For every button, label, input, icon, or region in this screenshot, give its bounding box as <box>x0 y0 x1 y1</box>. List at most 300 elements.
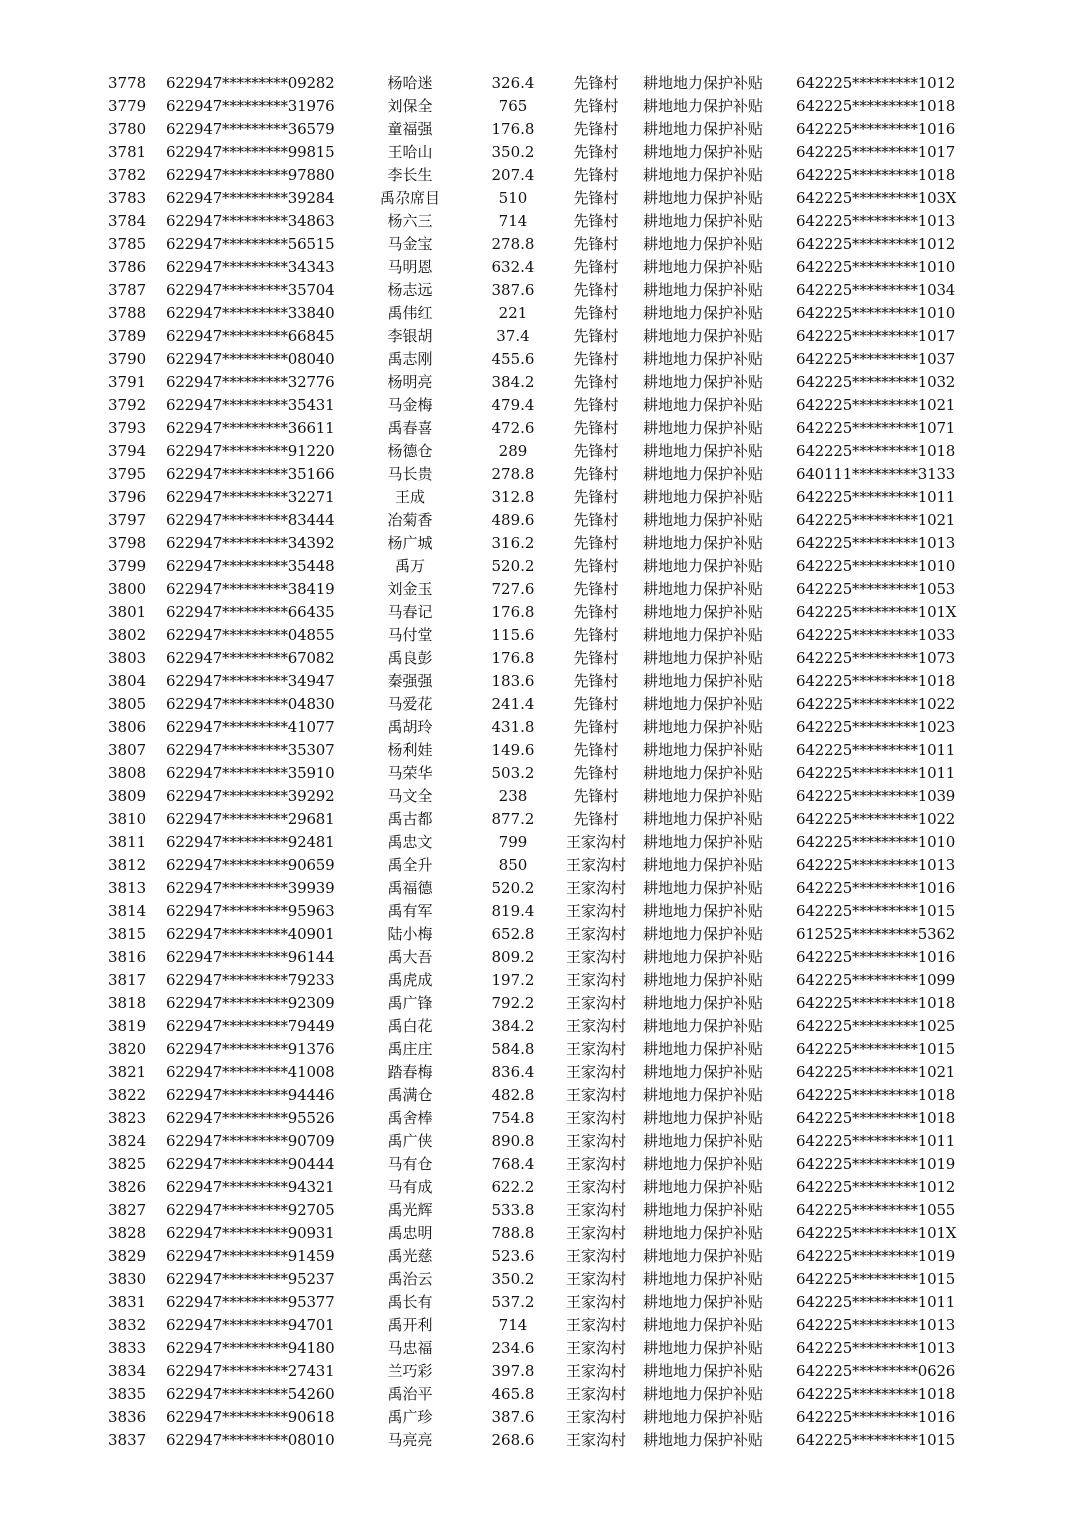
recipient-name-cell: 马有仓 <box>387 1155 433 1173</box>
subsidy-type-cell: 耕地地力保护补贴 <box>643 810 764 828</box>
recipient-name-cell: 马荣华 <box>387 764 433 782</box>
id-number-cell: 642225*********1019 <box>796 1155 956 1173</box>
table-row <box>0 1383 1074 1406</box>
row-number-cell: 3819 <box>108 1017 147 1035</box>
recipient-name-cell: 踏春梅 <box>387 1063 433 1081</box>
id-number-cell: 642225*********1013 <box>796 1316 956 1334</box>
amount-cell: 312.8 <box>491 488 535 506</box>
table-row <box>0 348 1074 371</box>
id-number-cell: 642225*********1010 <box>796 833 956 851</box>
account-number-cell: 622947*********96144 <box>166 948 335 966</box>
account-number-cell: 622947*********34392 <box>166 534 335 552</box>
amount-cell: 387.6 <box>491 281 535 299</box>
recipient-name-cell: 禹春喜 <box>387 419 433 437</box>
id-number-cell: 642225*********1015 <box>796 902 956 920</box>
subsidy-type-cell: 耕地地力保护补贴 <box>643 741 764 759</box>
id-number-cell: 642225*********1012 <box>796 74 956 92</box>
amount-cell: 289 <box>498 442 528 460</box>
recipient-name-cell: 禹大吾 <box>387 948 433 966</box>
village-cell: 王家沟村 <box>565 1132 626 1150</box>
id-number-cell: 642225*********1018 <box>796 442 956 460</box>
subsidy-type-cell: 耕地地力保护补贴 <box>643 649 764 667</box>
row-number-cell: 3825 <box>108 1155 147 1173</box>
table-row <box>0 371 1074 394</box>
row-number-cell: 3803 <box>108 649 147 667</box>
table-row <box>0 440 1074 463</box>
id-number-cell: 642225*********1013 <box>796 212 956 230</box>
row-number-cell: 3824 <box>108 1132 147 1150</box>
subsidy-type-cell: 耕地地力保护补贴 <box>643 879 764 897</box>
amount-cell: 652.8 <box>491 925 535 943</box>
amount-cell: 176.8 <box>491 649 535 667</box>
amount-cell: 890.8 <box>491 1132 535 1150</box>
subsidy-type-cell: 耕地地力保护补贴 <box>643 212 764 230</box>
row-number-cell: 3820 <box>108 1040 147 1058</box>
village-cell: 先锋村 <box>573 419 619 437</box>
id-number-cell: 642225*********1013 <box>796 534 956 552</box>
id-number-cell: 642225*********1055 <box>796 1201 956 1219</box>
id-number-cell: 642225*********1021 <box>796 1063 956 1081</box>
account-number-cell: 622947*********90709 <box>166 1132 335 1150</box>
amount-cell: 520.2 <box>491 879 535 897</box>
table-row <box>0 1360 1074 1383</box>
recipient-name-cell: 杨德仓 <box>387 442 433 460</box>
subsidy-type-cell: 耕地地力保护补贴 <box>643 1132 764 1150</box>
village-cell: 先锋村 <box>573 718 619 736</box>
id-number-cell: 642225*********1016 <box>796 1408 956 1426</box>
table-row <box>0 1268 1074 1291</box>
id-number-cell: 642225*********1022 <box>796 810 956 828</box>
subsidy-type-cell: 耕地地力保护补贴 <box>643 97 764 115</box>
amount-cell: 472.6 <box>491 419 535 437</box>
account-number-cell: 622947*********36611 <box>166 419 335 437</box>
village-cell: 先锋村 <box>573 649 619 667</box>
recipient-name-cell: 禹良彭 <box>387 649 433 667</box>
table-row <box>0 578 1074 601</box>
amount-cell: 792.2 <box>491 994 535 1012</box>
row-number-cell: 3812 <box>108 856 147 874</box>
id-number-cell: 642225*********1011 <box>796 1293 956 1311</box>
subsidy-type-cell: 耕地地力保护补贴 <box>643 1040 764 1058</box>
subsidy-type-cell: 耕地地力保护补贴 <box>643 1017 764 1035</box>
subsidy-type-cell: 耕地地力保护补贴 <box>643 1224 764 1242</box>
recipient-name-cell: 李银胡 <box>387 327 433 345</box>
village-cell: 先锋村 <box>573 235 619 253</box>
amount-cell: 455.6 <box>491 350 535 368</box>
row-number-cell: 3836 <box>108 1408 147 1426</box>
village-cell: 先锋村 <box>573 212 619 230</box>
id-number-cell: 642225*********1016 <box>796 879 956 897</box>
row-number-cell: 3796 <box>108 488 147 506</box>
table-row <box>0 1245 1074 1268</box>
subsidy-type-cell: 耕地地力保护补贴 <box>643 350 764 368</box>
subsidy-type-cell: 耕地地力保护补贴 <box>643 925 764 943</box>
amount-cell: 632.4 <box>491 258 535 276</box>
subsidy-type-cell: 耕地地力保护补贴 <box>643 1385 764 1403</box>
id-number-cell: 642225*********1073 <box>796 649 956 667</box>
row-number-cell: 3810 <box>108 810 147 828</box>
amount-cell: 316.2 <box>491 534 535 552</box>
id-number-cell: 642225*********1071 <box>796 419 956 437</box>
account-number-cell: 622947*********39292 <box>166 787 335 805</box>
table-row <box>0 187 1074 210</box>
account-number-cell: 622947*********97880 <box>166 166 335 184</box>
id-number-cell: 642225*********1013 <box>796 856 956 874</box>
village-cell: 王家沟村 <box>565 833 626 851</box>
table-row <box>0 256 1074 279</box>
account-number-cell: 622947*********35307 <box>166 741 335 759</box>
recipient-name-cell: 兰巧彩 <box>387 1362 433 1380</box>
amount-cell: 387.6 <box>491 1408 535 1426</box>
id-number-cell: 612525*********5362 <box>796 925 956 943</box>
amount-cell: 465.8 <box>491 1385 535 1403</box>
village-cell: 先锋村 <box>573 74 619 92</box>
row-number-cell: 3801 <box>108 603 147 621</box>
recipient-name-cell: 禹光慈 <box>387 1247 433 1265</box>
id-number-cell: 642225*********1012 <box>796 1178 956 1196</box>
id-number-cell: 642225*********1099 <box>796 971 956 989</box>
village-cell: 先锋村 <box>573 373 619 391</box>
account-number-cell: 622947*********91220 <box>166 442 335 460</box>
village-cell: 王家沟村 <box>565 1362 626 1380</box>
row-number-cell: 3800 <box>108 580 147 598</box>
amount-cell: 176.8 <box>491 120 535 138</box>
row-number-cell: 3795 <box>108 465 147 483</box>
recipient-name-cell: 禹有军 <box>387 902 433 920</box>
village-cell: 王家沟村 <box>565 994 626 1012</box>
subsidy-type-cell: 耕地地力保护补贴 <box>643 1247 764 1265</box>
amount-cell: 482.8 <box>491 1086 535 1104</box>
amount-cell: 819.4 <box>491 902 535 920</box>
table-row <box>0 1222 1074 1245</box>
table-row <box>0 233 1074 256</box>
table-row <box>0 716 1074 739</box>
account-number-cell: 622947*********34947 <box>166 672 335 690</box>
table-row <box>0 808 1074 831</box>
table-row <box>0 1199 1074 1222</box>
recipient-name-cell: 禹白花 <box>387 1017 433 1035</box>
id-number-cell: 642225*********1053 <box>796 580 956 598</box>
recipient-name-cell: 禹伟红 <box>387 304 433 322</box>
amount-cell: 241.4 <box>491 695 535 713</box>
amount-cell: 510 <box>498 189 528 207</box>
account-number-cell: 622947*********31976 <box>166 97 335 115</box>
village-cell: 王家沟村 <box>565 1316 626 1334</box>
row-number-cell: 3786 <box>108 258 147 276</box>
recipient-name-cell: 禹忠文 <box>387 833 433 851</box>
subsidy-type-cell: 耕地地力保护补贴 <box>643 1293 764 1311</box>
account-number-cell: 622947*********36579 <box>166 120 335 138</box>
recipient-name-cell: 杨广城 <box>387 534 433 552</box>
table-row <box>0 923 1074 946</box>
village-cell: 王家沟村 <box>565 879 626 897</box>
table-row <box>0 1176 1074 1199</box>
subsidy-type-cell: 耕地地力保护补贴 <box>643 373 764 391</box>
table-row <box>0 1314 1074 1337</box>
amount-cell: 326.4 <box>491 74 535 92</box>
recipient-name-cell: 禹广侠 <box>387 1132 433 1150</box>
table-row <box>0 509 1074 532</box>
account-number-cell: 622947*********83444 <box>166 511 335 529</box>
village-cell: 王家沟村 <box>565 1017 626 1035</box>
row-number-cell: 3798 <box>108 534 147 552</box>
table-row <box>0 762 1074 785</box>
account-number-cell: 622947*********91459 <box>166 1247 335 1265</box>
row-number-cell: 3781 <box>108 143 147 161</box>
row-number-cell: 3817 <box>108 971 147 989</box>
row-number-cell: 3783 <box>108 189 147 207</box>
row-number-cell: 3831 <box>108 1293 147 1311</box>
account-number-cell: 622947*********95377 <box>166 1293 335 1311</box>
subsidy-type-cell: 耕地地力保护补贴 <box>643 488 764 506</box>
village-cell: 王家沟村 <box>565 1086 626 1104</box>
village-cell: 王家沟村 <box>565 1063 626 1081</box>
recipient-name-cell: 陆小梅 <box>387 925 433 943</box>
id-number-cell: 642225*********1018 <box>796 1109 956 1127</box>
subsidy-type-cell: 耕地地力保护补贴 <box>643 534 764 552</box>
recipient-name-cell: 马忠福 <box>387 1339 433 1357</box>
table-row <box>0 302 1074 325</box>
id-number-cell: 642225*********1037 <box>796 350 956 368</box>
subsidy-type-cell: 耕地地力保护补贴 <box>643 1201 764 1219</box>
id-number-cell: 642225*********1012 <box>796 235 956 253</box>
recipient-name-cell: 王哈山 <box>387 143 433 161</box>
account-number-cell: 622947*********94180 <box>166 1339 335 1357</box>
account-number-cell: 622947*********90618 <box>166 1408 335 1426</box>
village-cell: 王家沟村 <box>565 925 626 943</box>
table-row <box>0 1429 1074 1452</box>
amount-cell: 768.4 <box>491 1155 535 1173</box>
subsidy-type-cell: 耕地地力保护补贴 <box>643 166 764 184</box>
row-number-cell: 3807 <box>108 741 147 759</box>
village-cell: 王家沟村 <box>565 1247 626 1265</box>
subsidy-type-cell: 耕地地力保护补贴 <box>643 258 764 276</box>
account-number-cell: 622947*********32271 <box>166 488 335 506</box>
table-row <box>0 1038 1074 1061</box>
row-number-cell: 3791 <box>108 373 147 391</box>
recipient-name-cell: 李长生 <box>387 166 433 184</box>
village-cell: 先锋村 <box>573 465 619 483</box>
recipient-name-cell: 禹虎成 <box>387 971 433 989</box>
id-number-cell: 642225*********1015 <box>796 1040 956 1058</box>
id-number-cell: 642225*********1017 <box>796 327 956 345</box>
table-row <box>0 946 1074 969</box>
recipient-name-cell: 禹广锋 <box>387 994 433 1012</box>
subsidy-type-cell: 耕地地力保护补贴 <box>643 235 764 253</box>
id-number-cell: 642225*********1018 <box>796 97 956 115</box>
table-row <box>0 854 1074 877</box>
recipient-name-cell: 禹长有 <box>387 1293 433 1311</box>
subsidy-type-cell: 耕地地力保护补贴 <box>643 994 764 1012</box>
id-number-cell: 642225*********1010 <box>796 258 956 276</box>
table-row <box>0 831 1074 854</box>
row-number-cell: 3797 <box>108 511 147 529</box>
table-row <box>0 486 1074 509</box>
village-cell: 王家沟村 <box>565 1201 626 1219</box>
account-number-cell: 622947*********34343 <box>166 258 335 276</box>
row-number-cell: 3818 <box>108 994 147 1012</box>
id-number-cell: 642225*********1013 <box>796 1339 956 1357</box>
village-cell: 先锋村 <box>573 672 619 690</box>
village-cell: 先锋村 <box>573 741 619 759</box>
subsidy-type-cell: 耕地地力保护补贴 <box>643 1178 764 1196</box>
row-number-cell: 3778 <box>108 74 147 92</box>
id-number-cell: 642225*********103X <box>796 189 957 207</box>
row-number-cell: 3827 <box>108 1201 147 1219</box>
recipient-name-cell: 秦强强 <box>387 672 433 690</box>
village-cell: 先锋村 <box>573 695 619 713</box>
row-number-cell: 3779 <box>108 97 147 115</box>
subsidy-type-cell: 耕地地力保护补贴 <box>643 120 764 138</box>
subsidy-type-cell: 耕地地力保护补贴 <box>643 281 764 299</box>
amount-cell: 533.8 <box>491 1201 535 1219</box>
id-number-cell: 642225*********1010 <box>796 557 956 575</box>
subsidy-type-cell: 耕地地力保护补贴 <box>643 695 764 713</box>
recipient-name-cell: 禹万 <box>394 557 425 575</box>
table-row <box>0 394 1074 417</box>
id-number-cell: 642225*********1011 <box>796 488 956 506</box>
table-row <box>0 739 1074 762</box>
village-cell: 先锋村 <box>573 764 619 782</box>
amount-cell: 622.2 <box>491 1178 535 1196</box>
account-number-cell: 622947*********94701 <box>166 1316 335 1334</box>
village-cell: 王家沟村 <box>565 856 626 874</box>
subsidy-type-cell: 耕地地力保护补贴 <box>643 603 764 621</box>
row-number-cell: 3816 <box>108 948 147 966</box>
row-number-cell: 3784 <box>108 212 147 230</box>
id-number-cell: 642225*********1021 <box>796 396 956 414</box>
row-number-cell: 3832 <box>108 1316 147 1334</box>
account-number-cell: 622947*********29681 <box>166 810 335 828</box>
recipient-name-cell: 杨利娃 <box>387 741 433 759</box>
recipient-name-cell: 禹光辉 <box>387 1201 433 1219</box>
recipient-name-cell: 禹全升 <box>387 856 433 874</box>
recipient-name-cell: 马春记 <box>387 603 433 621</box>
recipient-name-cell: 禹广珍 <box>387 1408 433 1426</box>
row-number-cell: 3828 <box>108 1224 147 1242</box>
account-number-cell: 622947*********40901 <box>166 925 335 943</box>
account-number-cell: 622947*********41077 <box>166 718 335 736</box>
subsidy-type-cell: 耕地地力保护补贴 <box>643 143 764 161</box>
table-row <box>0 417 1074 440</box>
subsidy-type-cell: 耕地地力保护补贴 <box>643 396 764 414</box>
recipient-name-cell: 冶菊香 <box>387 511 433 529</box>
amount-cell: 537.2 <box>491 1293 535 1311</box>
subsidy-type-cell: 耕地地力保护补贴 <box>643 580 764 598</box>
subsidy-type-cell: 耕地地力保护补贴 <box>643 764 764 782</box>
amount-cell: 489.6 <box>491 511 535 529</box>
id-number-cell: 642225*********1025 <box>796 1017 956 1035</box>
amount-cell: 584.8 <box>491 1040 535 1058</box>
amount-cell: 197.2 <box>491 971 535 989</box>
row-number-cell: 3785 <box>108 235 147 253</box>
table-row <box>0 1406 1074 1429</box>
village-cell: 王家沟村 <box>565 902 626 920</box>
account-number-cell: 622947*********27431 <box>166 1362 335 1380</box>
amount-cell: 350.2 <box>491 1270 535 1288</box>
village-cell: 王家沟村 <box>565 1293 626 1311</box>
recipient-name-cell: 马有成 <box>387 1178 433 1196</box>
subsidy-type-cell: 耕地地力保护补贴 <box>643 557 764 575</box>
recipient-name-cell: 禹尕席目 <box>379 189 440 207</box>
row-number-cell: 3808 <box>108 764 147 782</box>
row-number-cell: 3792 <box>108 396 147 414</box>
account-number-cell: 622947*********41008 <box>166 1063 335 1081</box>
row-number-cell: 3793 <box>108 419 147 437</box>
amount-cell: 278.8 <box>491 465 535 483</box>
subsidy-type-cell: 耕地地力保护补贴 <box>643 833 764 851</box>
subsidy-type-cell: 耕地地力保护补贴 <box>643 626 764 644</box>
subsidy-type-cell: 耕地地力保护补贴 <box>643 971 764 989</box>
row-number-cell: 3789 <box>108 327 147 345</box>
row-number-cell: 3794 <box>108 442 147 460</box>
recipient-name-cell: 马金宝 <box>387 235 433 253</box>
village-cell: 先锋村 <box>573 327 619 345</box>
amount-cell: 503.2 <box>491 764 535 782</box>
table-row <box>0 210 1074 233</box>
table-row <box>0 1015 1074 1038</box>
account-number-cell: 622947*********79449 <box>166 1017 335 1035</box>
recipient-name-cell: 杨明亮 <box>387 373 433 391</box>
amount-cell: 238 <box>498 787 528 805</box>
row-number-cell: 3815 <box>108 925 147 943</box>
village-cell: 王家沟村 <box>565 1155 626 1173</box>
subsidy-type-cell: 耕地地力保护补贴 <box>643 304 764 322</box>
subsidy-type-cell: 耕地地力保护补贴 <box>643 787 764 805</box>
table-row <box>0 325 1074 348</box>
village-cell: 先锋村 <box>573 488 619 506</box>
account-number-cell: 622947*********09282 <box>166 74 335 92</box>
table-row <box>0 877 1074 900</box>
recipient-name-cell: 杨志远 <box>387 281 433 299</box>
table-row <box>0 141 1074 164</box>
table-row <box>0 1291 1074 1314</box>
subsidy-type-cell: 耕地地力保护补贴 <box>643 856 764 874</box>
account-number-cell: 622947*********94446 <box>166 1086 335 1104</box>
row-number-cell: 3809 <box>108 787 147 805</box>
table-row <box>0 1061 1074 1084</box>
table-row <box>0 1107 1074 1130</box>
village-cell: 王家沟村 <box>565 1408 626 1426</box>
account-number-cell: 622947*********35431 <box>166 396 335 414</box>
subsidy-type-cell: 耕地地力保护补贴 <box>643 1431 764 1449</box>
subsidy-type-cell: 耕地地力保护补贴 <box>643 442 764 460</box>
recipient-name-cell: 马付堂 <box>387 626 433 644</box>
table-row <box>0 95 1074 118</box>
id-number-cell: 642225*********1018 <box>796 1385 956 1403</box>
account-number-cell: 622947*********08010 <box>166 1431 335 1449</box>
account-number-cell: 622947*********94321 <box>166 1178 335 1196</box>
table-row <box>0 670 1074 693</box>
account-number-cell: 622947*********66435 <box>166 603 335 621</box>
subsidy-type-cell: 耕地地力保护补贴 <box>643 718 764 736</box>
village-cell: 先锋村 <box>573 258 619 276</box>
amount-cell: 809.2 <box>491 948 535 966</box>
subsidy-type-cell: 耕地地力保护补贴 <box>643 465 764 483</box>
row-number-cell: 3811 <box>108 833 147 851</box>
table-row <box>0 463 1074 486</box>
recipient-name-cell: 禹古都 <box>387 810 433 828</box>
amount-cell: 799 <box>498 833 528 851</box>
village-cell: 王家沟村 <box>565 1431 626 1449</box>
id-number-cell: 642225*********1017 <box>796 143 956 161</box>
account-number-cell: 622947*********39939 <box>166 879 335 897</box>
id-number-cell: 642225*********1018 <box>796 166 956 184</box>
village-cell: 先锋村 <box>573 396 619 414</box>
amount-cell: 788.8 <box>491 1224 535 1242</box>
id-number-cell: 642225*********1018 <box>796 994 956 1012</box>
account-number-cell: 622947*********04855 <box>166 626 335 644</box>
